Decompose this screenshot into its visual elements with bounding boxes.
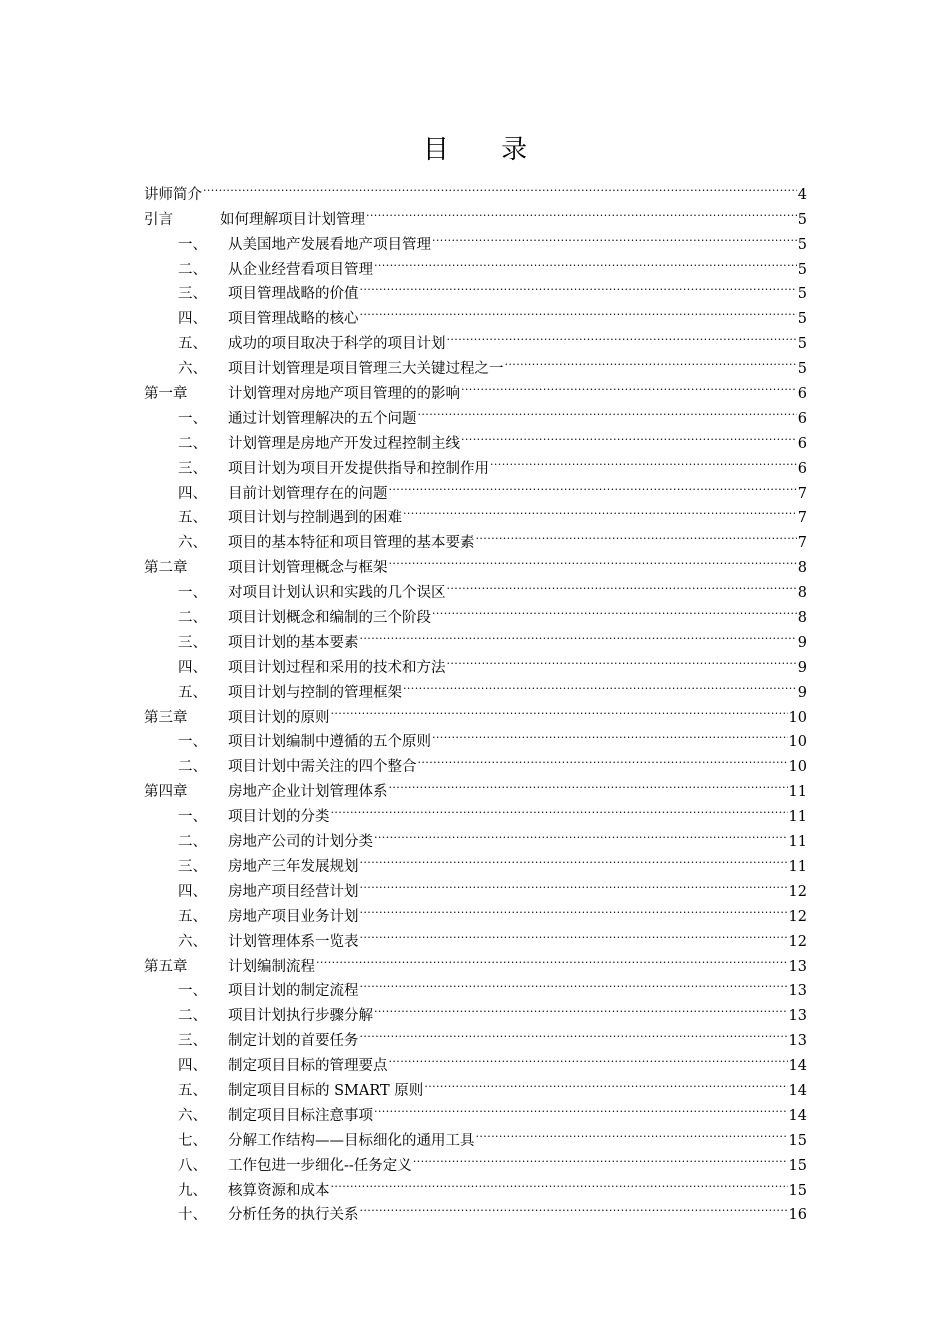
toc-entry-number: 一、: [178, 983, 207, 1000]
toc-entry-page: 5: [797, 336, 807, 353]
toc-dot-leader: [418, 398, 797, 423]
toc-entry-page: 5: [797, 211, 807, 228]
toc-dot-leader: [432, 597, 797, 622]
toc-entry-number: 四、: [178, 883, 207, 900]
toc-entry-title: 如何理解项目计划管理: [220, 211, 365, 228]
toc-dot-leader: [476, 1120, 788, 1145]
toc-entry-number: 五、: [178, 684, 207, 701]
toc-entry-title: 计划管理对房地产项目管理的的影响: [228, 386, 460, 403]
toc-entry-title: 项目计划执行步骤分解: [228, 1008, 373, 1025]
toc-entry-title: 制定项目目标注意事项: [228, 1107, 373, 1124]
toc-entry-page: 12: [788, 883, 807, 900]
toc-entry-number: 四、: [178, 485, 207, 502]
toc-entry-page: 6: [797, 410, 807, 427]
toc-entry-title: 从美国地产发展看地产项目管理: [228, 236, 431, 253]
toc-entry-title: 项目计划为项目开发提供指导和控制作用: [228, 460, 489, 477]
toc-entry-number: 一、: [178, 734, 207, 751]
toc-entry-page: 5: [797, 361, 807, 378]
toc-entry-number: 第一章: [144, 386, 188, 403]
toc-entry-page: 6: [797, 435, 807, 452]
toc-dot-leader: [447, 572, 797, 597]
toc-dot-leader: [424, 1070, 787, 1095]
toc-entry-title: 从企业经营看项目管理: [228, 261, 373, 278]
toc-entry-page: 14: [788, 1107, 807, 1124]
toc-dot-leader: [374, 995, 788, 1020]
toc-entry-page: 13: [788, 958, 807, 975]
toc-entry-title: 计划管理体系一览表: [228, 933, 359, 950]
toc-dot-leader: [203, 174, 797, 199]
toc-entry-page: 5: [797, 286, 807, 303]
toc-dot-leader: [447, 647, 797, 672]
toc-entry-title: 制定计划的首要任务: [228, 1033, 359, 1050]
toc-dot-leader: [389, 1045, 788, 1070]
toc-entry-number: 七、: [178, 1132, 207, 1149]
toc-dot-leader: [389, 547, 797, 572]
toc-dot-leader: [360, 274, 797, 299]
toc-entry-page: 7: [797, 510, 807, 527]
toc-entry-title: 成功的项目取决于科学的项目计划: [228, 336, 446, 353]
toc-dot-leader: [374, 249, 797, 274]
toc-entry-number: 一、: [178, 809, 207, 826]
toc-entry-title: 计划编制流程: [228, 958, 315, 975]
toc-entry-title: 讲师简介: [144, 186, 202, 203]
toc-entry-number: 五、: [178, 336, 207, 353]
toc-dot-leader: [360, 921, 788, 946]
toc-dot-leader: [461, 423, 797, 448]
toc-entry-number: 二、: [178, 834, 207, 851]
toc-entry-number: 六、: [178, 361, 207, 378]
table-of-contents: [144, 174, 807, 1224]
toc-entry-title: 项目计划的原则: [228, 709, 330, 726]
toc-entry-page: 11: [788, 834, 807, 851]
toc-entry-page: 15: [788, 1157, 807, 1174]
toc-entry[interactable]: [144, 199, 807, 228]
toc-entry-page: 10: [788, 734, 807, 751]
toc-entry-title: 目前计划管理存在的问题: [228, 485, 388, 502]
toc-dot-leader: [476, 522, 797, 547]
toc-dot-leader: [413, 1145, 788, 1170]
toc-title: 目 录: [422, 135, 550, 165]
toc-entry-title: 房地产三年发展规划: [228, 858, 359, 875]
toc-entry-number: 二、: [178, 610, 207, 627]
toc-entry-page: 8: [797, 560, 807, 577]
toc-entry-number: 六、: [178, 535, 207, 552]
toc-entry-page: 6: [797, 460, 807, 477]
toc-entry-page: 7: [797, 485, 807, 502]
toc-dot-leader: [331, 796, 788, 821]
toc-dot-leader: [331, 1170, 788, 1195]
toc-dot-leader: [374, 1095, 788, 1120]
toc-entry-number: 三、: [178, 634, 207, 651]
toc-entry-page: 6: [797, 386, 807, 403]
toc-entry-page: 10: [788, 709, 807, 726]
toc-entry-page: 4: [797, 186, 807, 203]
toc-entry-number: 九、: [178, 1182, 207, 1199]
toc-entry[interactable]: [144, 174, 807, 203]
toc-entry-number: 十、: [178, 1207, 207, 1224]
toc-entry-number: 五、: [178, 510, 207, 527]
toc-entry-page: 7: [797, 535, 807, 552]
toc-dot-leader: [331, 697, 788, 722]
toc-dot-leader: [360, 871, 788, 896]
toc-entry-title: 项目的基本特征和项目管理的基本要素: [228, 535, 475, 552]
toc-entry-title: 项目计划编制中遵循的五个原则: [228, 734, 431, 751]
toc-entry-title: 项目管理战略的价值: [228, 286, 359, 303]
toc-entry-title: 分解工作结构——目标细化的通用工具: [228, 1132, 475, 1149]
toc-dot-leader: [505, 348, 797, 373]
toc-entry-title: 项目计划管理是项目管理三大关键过程之一: [228, 361, 504, 378]
toc-entry-page: 12: [788, 908, 807, 925]
toc-entry-number: 二、: [178, 261, 207, 278]
toc-entry-title: 分析任务的执行关系: [228, 1207, 359, 1224]
toc-entry-title: 计划管理是房地产开发过程控制主线: [228, 435, 460, 452]
toc-entry-number: 五、: [178, 1082, 207, 1099]
toc-entry-page: 9: [797, 634, 807, 651]
toc-entry-title: 对项目计划认识和实践的几个误区: [228, 585, 446, 602]
toc-dot-leader: [366, 199, 797, 224]
toc-entry-number: 二、: [178, 1008, 207, 1025]
toc-dot-leader: [316, 946, 788, 971]
toc-dot-leader: [389, 771, 788, 796]
toc-dot-leader: [389, 473, 797, 498]
toc-entry-page: 11: [788, 784, 807, 801]
toc-entry-title: 房地产企业计划管理体系: [228, 784, 388, 801]
toc-entry-number: 二、: [178, 759, 207, 776]
toc-dot-leader: [360, 622, 797, 647]
toc-entry-title: 项目计划与控制的管理框架: [228, 684, 402, 701]
toc-entry-number: 一、: [178, 236, 207, 253]
toc-dot-leader: [403, 498, 797, 523]
toc-entry-page: 14: [788, 1082, 807, 1099]
toc-entry-title: 房地产项目经营计划: [228, 883, 359, 900]
toc-dot-leader: [360, 1195, 788, 1220]
toc-entry-title: 制定项目目标的管理要点: [228, 1058, 388, 1075]
toc-entry-title: 项目管理战略的核心: [228, 311, 359, 328]
toc-entry-title: 项目计划过程和采用的技术和方法: [228, 659, 446, 676]
toc-entry-title: 工作包进一步细化--任务定义: [228, 1157, 412, 1174]
toc-entry-page: 13: [788, 983, 807, 1000]
toc-dot-leader: [490, 448, 797, 473]
toc-entry-title: 项目计划的分类: [228, 809, 330, 826]
toc-entry-number: 二、: [178, 435, 207, 452]
toc-entry-title: 项目计划管理概念与框架: [228, 560, 388, 577]
toc-entry-page: 9: [797, 684, 807, 701]
toc-dot-leader: [447, 323, 797, 348]
toc-entry-number: 引言: [144, 211, 173, 228]
toc-entry-number: 第三章: [144, 709, 188, 726]
toc-dot-leader: [374, 821, 788, 846]
toc-entry-title: 项目计划与控制遇到的困难: [228, 510, 402, 527]
toc-entry-page: 9: [797, 659, 807, 676]
toc-entry-number: 六、: [178, 933, 207, 950]
toc-entry-page: 5: [797, 261, 807, 278]
toc-entry-number: 四、: [178, 659, 207, 676]
toc-entry-number: 一、: [178, 410, 207, 427]
toc-entry-title: 通过计划管理解决的五个问题: [228, 410, 417, 427]
toc-dot-leader: [360, 846, 788, 871]
toc-entry-title: 核算资源和成本: [228, 1182, 330, 1199]
toc-entry-page: 11: [788, 809, 807, 826]
toc-entry-page: 12: [788, 933, 807, 950]
toc-dot-leader: [403, 672, 797, 697]
toc-entry-number: 四、: [178, 311, 207, 328]
toc-entry-page: 13: [788, 1033, 807, 1050]
toc-entry-page: 14: [788, 1058, 807, 1075]
toc-entry-title: 项目计划中需关注的四个整合: [228, 759, 417, 776]
toc-entry-number: 三、: [178, 858, 207, 875]
toc-entry-number: 三、: [178, 286, 207, 303]
toc-entry-title: 制定项目目标的 SMART 原则: [228, 1082, 424, 1099]
toc-entry-number: 一、: [178, 585, 207, 602]
toc-entry-page: 8: [797, 585, 807, 602]
toc-entry-number: 五、: [178, 908, 207, 925]
toc-dot-leader: [360, 896, 788, 921]
toc-entry-title: 项目计划概念和编制的三个阶段: [228, 610, 431, 627]
toc-entry-number: 三、: [178, 460, 207, 477]
toc-entry-title: 项目计划的制定流程: [228, 983, 359, 1000]
toc-entry-number: 第四章: [144, 784, 188, 801]
toc-entry-page: 15: [788, 1182, 807, 1199]
toc-entry-title: 项目计划的基本要素: [228, 634, 359, 651]
toc-entry-number: 第二章: [144, 560, 188, 577]
toc-dot-leader: [432, 224, 797, 249]
toc-entry-number: 八、: [178, 1157, 207, 1174]
toc-entry-number: 四、: [178, 1058, 207, 1075]
toc-dot-leader: [360, 1020, 788, 1045]
toc-entry-page: 15: [788, 1132, 807, 1149]
toc-dot-leader: [360, 298, 797, 323]
toc-entry-title: 房地产项目业务计划: [228, 908, 359, 925]
toc-dot-leader: [461, 373, 797, 398]
toc-entry-page: 13: [788, 1008, 807, 1025]
toc-dot-leader: [432, 722, 788, 747]
toc-entry-page: 10: [788, 759, 807, 776]
toc-entry-number: 六、: [178, 1107, 207, 1124]
toc-entry-page: 11: [788, 858, 807, 875]
toc-dot-leader: [418, 746, 788, 771]
toc-entry-page: 8: [797, 610, 807, 627]
toc-dot-leader: [360, 971, 788, 996]
toc-entry-page: 16: [788, 1207, 807, 1224]
toc-entry-number: 三、: [178, 1033, 207, 1050]
toc-entry-page: 5: [797, 311, 807, 328]
toc-entry-number: 第五章: [144, 958, 188, 975]
toc-entry-title: 房地产公司的计划分类: [228, 834, 373, 851]
toc-entry-page: 5: [797, 236, 807, 253]
